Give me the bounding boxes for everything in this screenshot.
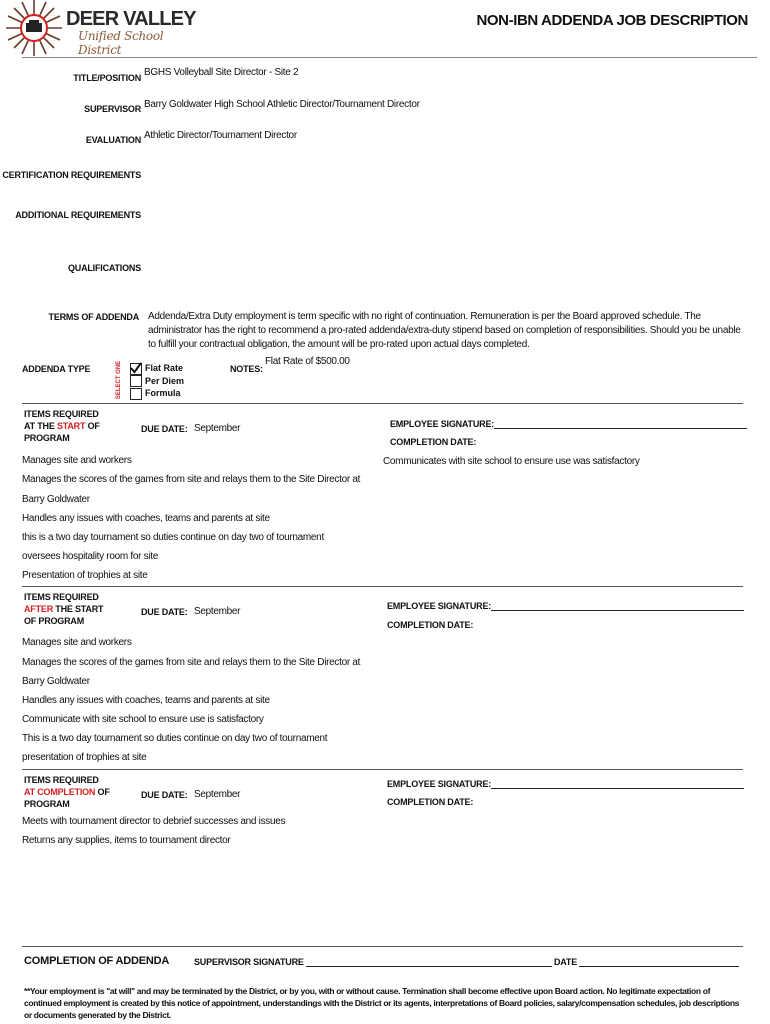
list-item: Manages the scores of the games from site and relays them to the Site Director at	[22, 474, 361, 485]
completion-date-label: COMPLETION DATE:	[387, 797, 474, 807]
employee-signature-line[interactable]	[494, 428, 747, 429]
list-item: Communicate with site school to ensure use is satisfactory	[22, 714, 264, 725]
checkmark-icon	[130, 362, 142, 374]
due-date-value[interactable]: September	[194, 789, 241, 800]
due-date-label: DUE DATE:	[141, 424, 188, 434]
list-item: Barry Goldwater	[22, 494, 90, 505]
flat-rate-checkbox[interactable]	[130, 363, 142, 375]
list-item: presentation of trophies at site	[22, 752, 147, 763]
notes-label: NOTES:	[230, 364, 263, 374]
district-logo	[0, 0, 200, 56]
addenda-type-label: ADDENDA TYPE	[22, 364, 91, 374]
logo-subtitle: Unified School District	[78, 29, 164, 57]
section-start-label: ITEMS REQUIRED AT THE START OF PROGRAM	[24, 409, 100, 443]
notes-value[interactable]: Flat Rate of $500.00	[265, 356, 350, 367]
header-divider	[22, 57, 757, 58]
flat-rate-label: Flat Rate	[145, 363, 184, 373]
sunburst-logo-icon	[2, 0, 66, 56]
due-date-value[interactable]: September	[194, 423, 241, 434]
completion-date-label: COMPLETION DATE:	[390, 437, 477, 447]
employee-signature-line[interactable]	[491, 610, 744, 611]
side-note: Communicates with site school to ensure use was satisfactory	[383, 456, 640, 467]
terms-line: to fulfill your contractual obligation, the amount will be pro-rated upon actual days completed.	[148, 339, 530, 350]
formula-checkbox[interactable]	[130, 388, 142, 400]
supervisor-label: SUPERVISOR	[84, 104, 141, 114]
date-label: DATE	[554, 957, 739, 967]
list-item: Barry Goldwater	[22, 676, 90, 687]
certification-label: CERTIFICATION REQUIREMENTS	[2, 170, 141, 180]
footer-divider	[22, 946, 743, 947]
supervisor-signature-line[interactable]	[306, 966, 552, 967]
list-item: Handles any issues with coaches, teams and parents at site	[22, 695, 270, 706]
option-flat-rate[interactable]	[130, 362, 184, 375]
select-one-label: SELECT ONE	[116, 360, 122, 400]
list-item: Manages site and workers	[22, 455, 132, 466]
evaluation-label: EVALUATION	[85, 135, 141, 145]
list-item: Meets with tournament director to debrief successes and issues	[22, 816, 286, 827]
title-position-value[interactable]: BGHS Volleyball Site Director - Site 2	[144, 67, 299, 78]
list-item: Returns any supplies, items to tournament director	[22, 835, 231, 846]
formula-label: Formula	[145, 388, 181, 399]
completion-of-addenda-label: COMPLETION OF ADDENDA	[24, 955, 170, 967]
terms-line: administrator has the right to recommend a pro-rated addenda/extra-duty stipend based on completion of responsibilities. Should you be unable	[148, 325, 741, 336]
section-divider	[22, 403, 743, 404]
option-per-diem[interactable]	[130, 375, 184, 388]
terms-line: Addenda/Extra Duty employment is term specific with no right of continuation. Remuneration is per the Board approved schedule. The	[148, 311, 701, 322]
list-item: Manages site and workers	[22, 637, 132, 648]
title-position-label: TITLE/POSITION	[73, 73, 141, 83]
completion-date-label: COMPLETION DATE:	[387, 620, 474, 630]
list-item: Presentation of trophies at site	[22, 570, 148, 581]
supervisor-value[interactable]: Barry Goldwater High School Athletic Director/Tournament Director	[144, 99, 420, 110]
list-item: This is a two day tournament so duties continue on day two of tournament	[22, 733, 328, 744]
logo-name: DEER VALLEY	[66, 8, 196, 30]
due-date-value[interactable]: September	[194, 606, 241, 617]
date-line[interactable]	[579, 966, 739, 967]
due-date-label: DUE DATE:	[141, 790, 188, 800]
section-after-label: ITEMS REQUIRED AFTER THE START OF PROGRAM	[24, 592, 104, 626]
section-divider	[22, 769, 743, 770]
list-item: this is a two day tournament so duties continue on day two of tournament	[22, 532, 324, 543]
at-will-disclaimer: **Your employment is "at will" and may be terminated by the District, or by you, with or without cause. Termination shall become effective upon Board action. No legitimate expectation of continued employment is created by this notice of appointment, understandings with the District or its agents, interpretations of Board policies, salary/compensation schedules, job descriptions or documents generated by the District.	[24, 986, 740, 1020]
supervisor-signature-label: SUPERVISOR SIGNATURE	[194, 957, 552, 967]
due-date-label: DUE DATE:	[141, 607, 188, 617]
terms-text	[148, 310, 748, 352]
list-item: Handles any issues with coaches, teams and parents at site	[22, 513, 270, 524]
section-divider	[22, 586, 743, 587]
employee-signature-label: EMPLOYEE SIGNATURE:	[387, 779, 744, 789]
qualifications-label: QUALIFICATIONS	[67, 263, 141, 273]
employee-signature-label: EMPLOYEE SIGNATURE:	[390, 419, 747, 429]
list-item: oversees hospitality room for site	[22, 551, 158, 562]
option-formula[interactable]	[130, 387, 184, 400]
terms-label: TERMS OF ADDENDA	[48, 312, 139, 322]
per-diem-checkbox[interactable]	[130, 375, 142, 387]
addenda-type-options	[130, 362, 184, 400]
section-completion-label: ITEMS REQUIRED AT COMPLETION OF PROGRAM	[24, 775, 110, 809]
page-title: NON-IBN ADDENDA JOB DESCRIPTION	[476, 12, 748, 29]
list-item: Manages the scores of the games from site and relays them to the Site Director at	[22, 657, 361, 668]
employee-signature-line[interactable]	[491, 788, 744, 789]
evaluation-value[interactable]: Athletic Director/Tournament Director	[144, 130, 297, 141]
employee-signature-label: EMPLOYEE SIGNATURE:	[387, 601, 744, 611]
per-diem-label: Per Diem	[145, 375, 185, 386]
additional-requirements-label: ADDITIONAL REQUIREMENTS	[15, 210, 141, 220]
